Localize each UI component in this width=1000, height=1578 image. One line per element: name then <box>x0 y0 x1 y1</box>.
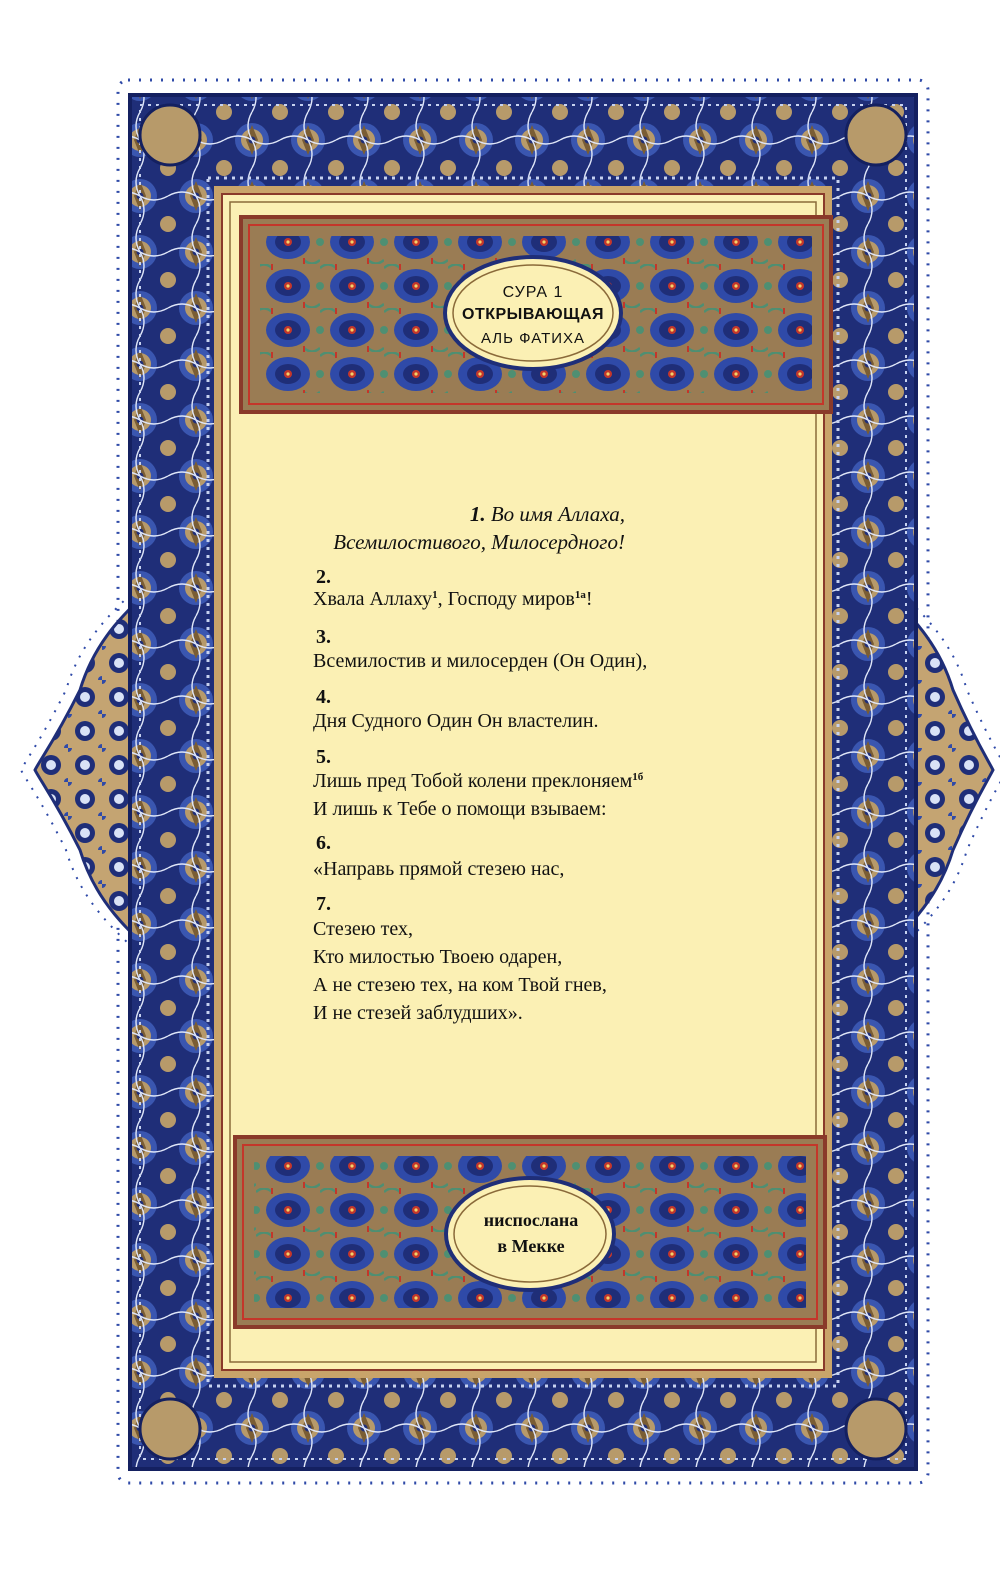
verse-5-line-2: И лишь к Тебе о помощи взываем: <box>313 798 607 820</box>
verse-7-number: 7. <box>316 893 331 915</box>
verse-1-line-2: Всемилостивого, Милосердного! <box>333 530 625 554</box>
revelation-place-line-1: ниспослана <box>483 1210 579 1230</box>
revelation-place-line-2: в Мекке <box>497 1236 565 1256</box>
verse-4-text: Дня Судного Один Он властелин. <box>313 710 599 732</box>
verse-2-text <box>313 588 593 611</box>
sura-subtitle: АЛЬ ФАТИХА <box>480 330 586 347</box>
verse-6-number: 6. <box>316 832 331 854</box>
verse-7-line-4: И не стезей заблудших». <box>313 1002 523 1024</box>
verse-1-number: 1. <box>469 502 486 526</box>
footnote-1: 1 <box>432 589 438 601</box>
verse-6-text: «Направь прямой стезею нас, <box>313 858 565 880</box>
sura-number: СУРА 1 <box>502 284 564 301</box>
verse-7-line-3: А не стезею тех, на ком Твой гнев, <box>313 974 607 996</box>
verse-3-text: Всемилостив и милосерден (Он Один), <box>313 650 648 672</box>
verse-7-line-2: Кто милостью Твоею одарен, <box>313 946 563 968</box>
verse-5-number: 5. <box>316 746 331 768</box>
sura-title: ОТКРЫВАЮЩАЯ <box>462 306 604 323</box>
verse-2-number: 2. <box>316 566 331 588</box>
footnote-1b: 1б <box>632 771 644 783</box>
verse-7-line-1: Стезею тех, <box>313 918 414 940</box>
verse-4-number: 4. <box>316 686 331 708</box>
verse-5-text-1: Лишь пред Тобой колени преклоняем <box>313 770 633 792</box>
verse-5-line-1 <box>313 770 643 793</box>
verse-1-line-1 <box>470 502 625 527</box>
verse-1-text-1: Во имя Аллаха, <box>485 502 625 526</box>
footnote-1a: 1а <box>574 589 586 601</box>
verse-2-text-c: ! <box>585 588 593 610</box>
verse-2-text-b: , Господу миров <box>437 588 575 610</box>
verse-2-text-a: Хвала Аллаху <box>313 588 433 610</box>
verse-3-number: 3. <box>316 626 331 648</box>
